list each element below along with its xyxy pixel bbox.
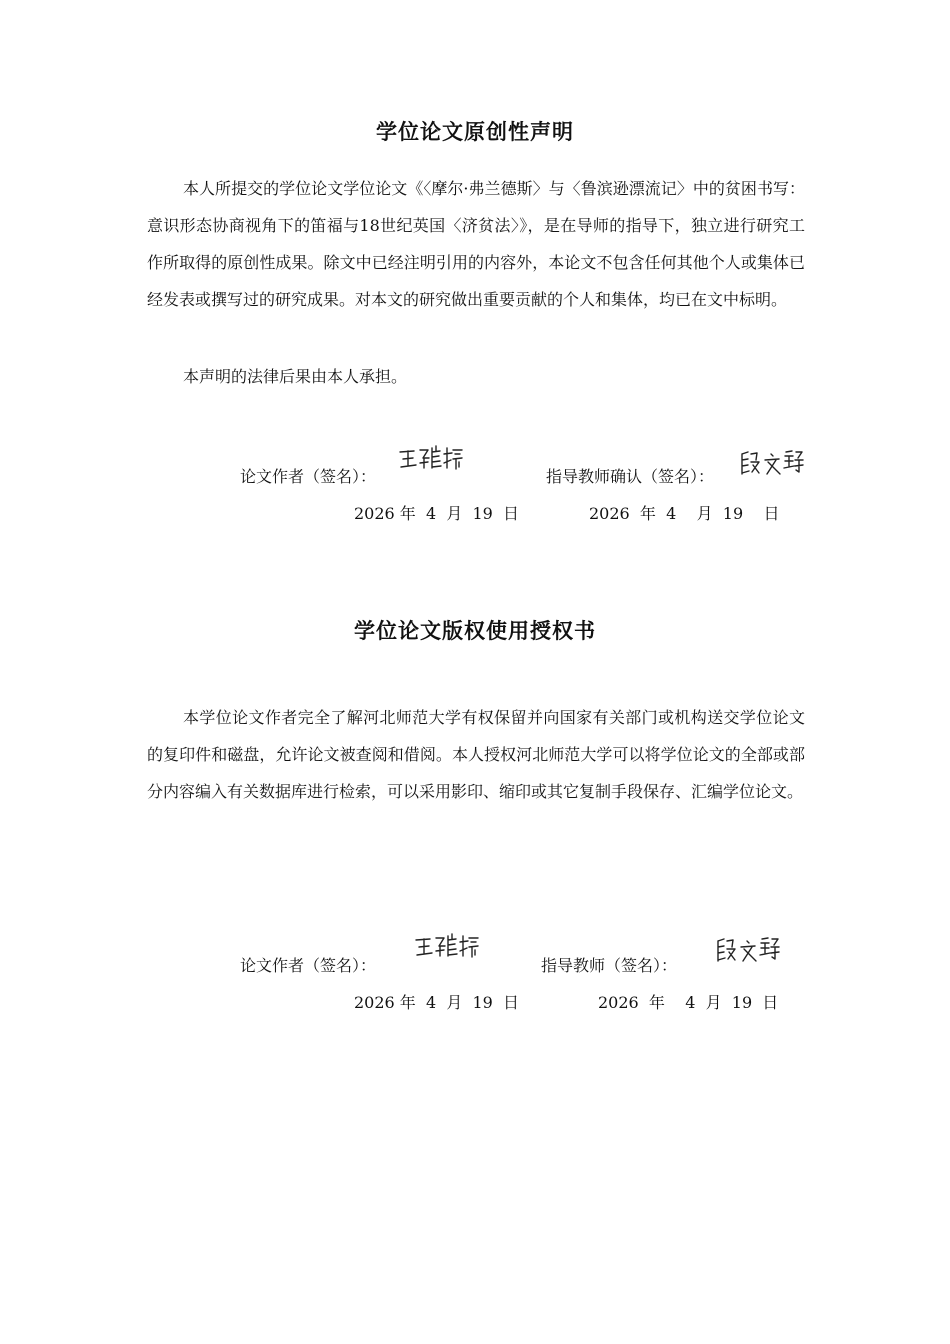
advisor-confirm-date: 2026 年 4 月 19 日 bbox=[589, 504, 780, 523]
authorization-title: 学位论文版权使用授权书 bbox=[354, 619, 596, 643]
declaration-paragraph: 本人所提交的学位论文学位论文《〈摩尔·弗兰德斯〉与〈鲁滨逊漂流记〉中的贫困书写：意识形态协商视角下的笛福与18世纪英国〈济贫法〉》，是在导师的指导下，独立进行研究工作所取得的原创性成果。除文中已经注明引用的内容外，本论文不包含任何其他个人或集体已经发表或撰写过的研究成果。对本文的研究做出重要贡献的个人和集体，均已在文中标明。 bbox=[147, 179, 805, 309]
advisor-signature-image-2 bbox=[714, 933, 780, 967]
declaration-title: 学位论文原创性声明 bbox=[376, 120, 574, 144]
author-signature-label-2: 论文作者（签名）： bbox=[240, 956, 377, 975]
authorization-paragraph: 本学位论文作者完全了解河北师范大学有权保留并向国家有关部门或机构送交学位论文的复印件和磁盘，允许论文被查阅和借阅。本人授权河北师范大学可以将学位论文的全部或部分内容编入有关数据库进行检索，可以采用影印、缩印或其它复制手段保存、汇编学位论文。 bbox=[147, 708, 805, 801]
author-signature-label: 论文作者（签名）： bbox=[240, 467, 377, 486]
advisor-confirm-label: 指导教师确认（签名）： bbox=[546, 467, 715, 486]
author-signature-image bbox=[398, 442, 464, 474]
advisor-sign-date-2: 2026 年 4 月 19 日 bbox=[598, 993, 779, 1012]
advisor-signature-label-2: 指导教师（签名）： bbox=[541, 956, 678, 975]
author-sign-date-2: 2026 年 4 月 19 日 bbox=[354, 993, 520, 1012]
author-signature-image-2 bbox=[414, 930, 480, 962]
author-sign-date: 2026 年 4 月 19 日 bbox=[354, 504, 520, 523]
declaration-legal-paragraph: 本声明的法律后果由本人承担。 bbox=[183, 367, 408, 386]
advisor-signature-image bbox=[738, 446, 804, 480]
